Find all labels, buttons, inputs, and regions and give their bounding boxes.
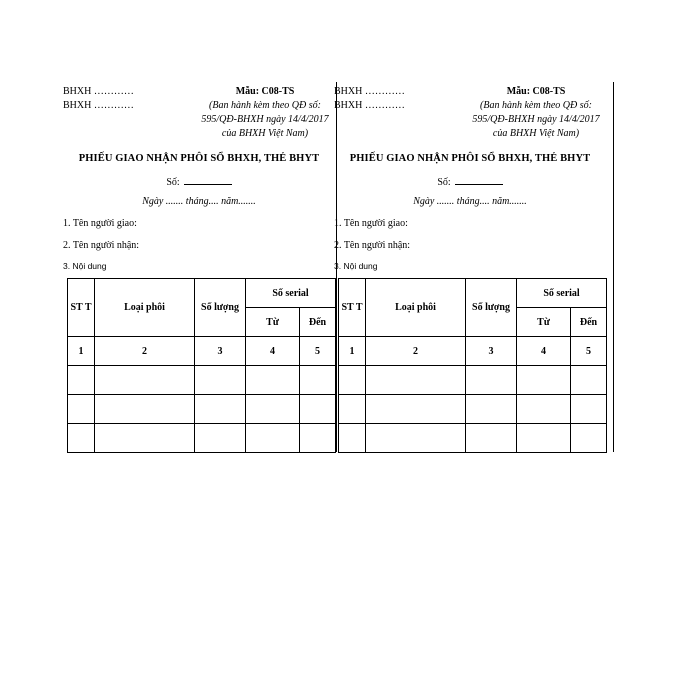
table-cell[interactable] bbox=[95, 424, 195, 453]
header-so-luong: Số lượng bbox=[466, 279, 517, 337]
header-tu: Từ bbox=[517, 308, 571, 337]
agency-line-2: BHXH ………… bbox=[334, 100, 405, 111]
form-number-label: Số: bbox=[166, 177, 180, 188]
form-code-header bbox=[195, 85, 335, 141]
header-loai-phoi: Loại phôi bbox=[95, 279, 195, 337]
form-title: PHIẾU GIAO NHẬN PHÔI SỔ BHXH, THẺ BHYT bbox=[349, 153, 591, 164]
table-row bbox=[68, 366, 336, 395]
header-loai-phoi: Loại phôi bbox=[366, 279, 466, 337]
column-number: 3 bbox=[466, 337, 517, 366]
delivery-form-left bbox=[63, 82, 335, 452]
table-cell[interactable] bbox=[366, 366, 466, 395]
table-cell[interactable] bbox=[517, 366, 571, 395]
form-code: Mẫu: C08-TS bbox=[235, 86, 295, 97]
delivery-form-right bbox=[334, 82, 606, 452]
table-cell[interactable] bbox=[195, 424, 246, 453]
table-cell[interactable] bbox=[246, 366, 300, 395]
column-number: 5 bbox=[300, 337, 336, 366]
issued-line-1: (Ban hành kèm theo QĐ số: bbox=[480, 100, 592, 111]
column-number: 4 bbox=[246, 337, 300, 366]
table-cell[interactable] bbox=[300, 395, 336, 424]
header-so-serial: Số serial bbox=[517, 279, 607, 308]
table-cell[interactable] bbox=[517, 424, 571, 453]
issued-line-3: của BHXH Việt Nam) bbox=[492, 128, 580, 139]
table-cell[interactable] bbox=[195, 395, 246, 424]
column-number: 5 bbox=[571, 337, 607, 366]
table-cell[interactable] bbox=[95, 395, 195, 424]
page-right-edge-line bbox=[613, 82, 614, 452]
column-number: 3 bbox=[195, 337, 246, 366]
delivery-table bbox=[67, 278, 336, 453]
table-cell[interactable] bbox=[300, 424, 336, 453]
table-cell[interactable] bbox=[68, 395, 95, 424]
table-cell[interactable] bbox=[466, 366, 517, 395]
issued-line-3: của BHXH Việt Nam) bbox=[221, 128, 309, 139]
agency-header bbox=[63, 85, 134, 113]
receiver-name-label: 2. Tên người nhận: bbox=[63, 240, 140, 251]
table-cell[interactable] bbox=[571, 366, 607, 395]
form-code: Mẫu: C08-TS bbox=[506, 86, 566, 97]
table-row bbox=[339, 424, 607, 453]
table-cell[interactable] bbox=[300, 366, 336, 395]
table-cell[interactable] bbox=[68, 424, 95, 453]
date-line: Ngày ....... tháng.... năm....... bbox=[142, 196, 256, 207]
table-cell[interactable] bbox=[466, 395, 517, 424]
form-number bbox=[334, 175, 606, 188]
header-stt: ST T bbox=[339, 279, 366, 337]
column-number: 1 bbox=[339, 337, 366, 366]
table-row bbox=[68, 395, 336, 424]
table-cell[interactable] bbox=[339, 366, 366, 395]
column-number: 2 bbox=[95, 337, 195, 366]
issued-line-1: (Ban hành kèm theo QĐ số: bbox=[209, 100, 321, 111]
giver-name-label: 1. Tên người giao: bbox=[63, 218, 137, 229]
table-cell[interactable] bbox=[571, 424, 607, 453]
header-stt: ST T bbox=[68, 279, 95, 337]
issued-line-2: 595/QĐ-BHXH ngày 14/4/2017 bbox=[201, 114, 329, 125]
table-cell[interactable] bbox=[68, 366, 95, 395]
table-cell[interactable] bbox=[95, 366, 195, 395]
form-number-blank bbox=[455, 175, 503, 185]
form-title: PHIẾU GIAO NHẬN PHÔI SỔ BHXH, THẺ BHYT bbox=[78, 153, 320, 164]
table-cell[interactable] bbox=[339, 395, 366, 424]
table-row bbox=[68, 424, 336, 453]
column-number: 1 bbox=[68, 337, 95, 366]
agency-line-1: BHXH ………… bbox=[63, 86, 134, 97]
table-cell[interactable] bbox=[466, 424, 517, 453]
content-label: 3. Nội dung bbox=[63, 261, 107, 271]
header-so-luong: Số lượng bbox=[195, 279, 246, 337]
agency-header bbox=[334, 85, 405, 113]
column-number: 2 bbox=[366, 337, 466, 366]
table-cell[interactable] bbox=[246, 395, 300, 424]
table-row bbox=[339, 366, 607, 395]
header-so-serial: Số serial bbox=[246, 279, 336, 308]
table-cell[interactable] bbox=[246, 424, 300, 453]
date-line: Ngày ....... tháng.... năm....... bbox=[413, 196, 527, 207]
delivery-table bbox=[338, 278, 607, 453]
table-cell[interactable] bbox=[366, 395, 466, 424]
form-code-header bbox=[466, 85, 606, 141]
column-number: 4 bbox=[517, 337, 571, 366]
giver-name-label: 1. Tên người giao: bbox=[334, 218, 408, 229]
content-label: 3. Nội dung bbox=[334, 261, 378, 271]
table-cell[interactable] bbox=[339, 424, 366, 453]
issued-line-2: 595/QĐ-BHXH ngày 14/4/2017 bbox=[472, 114, 600, 125]
form-number-label: Số: bbox=[437, 177, 451, 188]
agency-line-2: BHXH ………… bbox=[63, 100, 134, 111]
header-den: Đến bbox=[571, 308, 607, 337]
table-cell[interactable] bbox=[517, 395, 571, 424]
table-row bbox=[339, 395, 607, 424]
agency-line-1: BHXH ………… bbox=[334, 86, 405, 97]
table-cell[interactable] bbox=[571, 395, 607, 424]
form-number-blank bbox=[184, 175, 232, 185]
table-cell[interactable] bbox=[366, 424, 466, 453]
header-tu: Từ bbox=[246, 308, 300, 337]
table-cell[interactable] bbox=[195, 366, 246, 395]
form-number bbox=[63, 175, 335, 188]
header-den: Đến bbox=[300, 308, 336, 337]
receiver-name-label: 2. Tên người nhận: bbox=[334, 240, 411, 251]
